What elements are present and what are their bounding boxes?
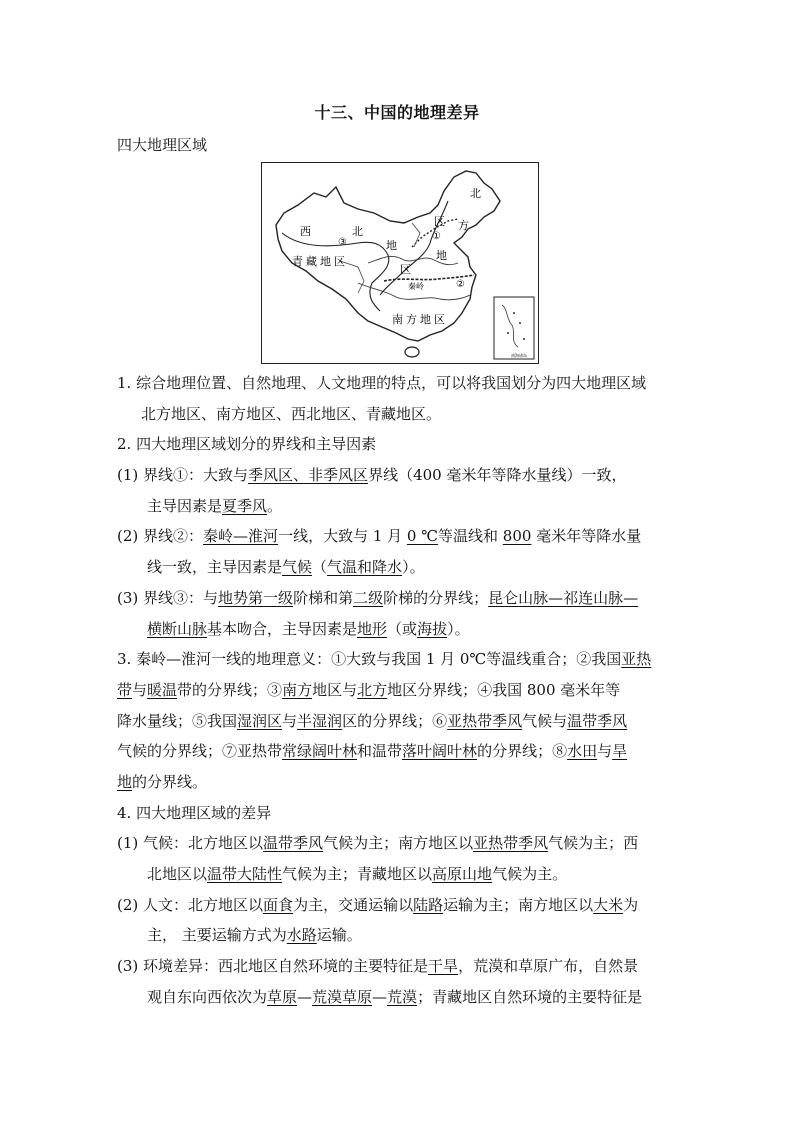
item-4-3-line-2: 观自东向西依次为草原—荒漠草原—荒漠；青藏地区自然环境的主要特征是 (147, 987, 643, 1006)
item-2-1-line-1: (1) 界线①：大致与季风区、非季风区界线（400 毫米年等降水量线）一致， (117, 466, 627, 485)
south-china-sea-inset (494, 297, 534, 359)
item-2-2-line-1: (2) 界线②：秦岭—淮河一线，大致与 1 月 0 ℃等温线和 800 毫米年等降水量 (117, 527, 642, 546)
item-4-2-line-2: 主， 主要运输方式为水路运输。 (147, 926, 362, 945)
label-northwest-1: 西 (300, 225, 311, 238)
label-north-4: 地 (436, 249, 447, 262)
paragraph-3-line-1: 3. 秦岭—淮河一线的地理意义：①大致与我国 1 月 0℃等温线重合；②我国亚热 (117, 650, 652, 669)
paragraph-1-line-1: 1. 综合地理位置、自然地理、人文地理的特点，可以将我国划分为四大地理区域 (117, 374, 647, 392)
label-northwest-4: 区 (400, 263, 411, 276)
item-2-1-line-2: 主导因素是夏季风。 (147, 496, 283, 515)
label-qingzang: 青藏地区 (292, 255, 348, 268)
paragraph-3-line-4: 气候的分界线；⑦亚热带常绿阔叶林和温带落叶阔叶林的分界线；⑧水田与旱 (117, 742, 628, 761)
label-qinling: 秦岭 (408, 282, 424, 291)
hainan-island (405, 347, 419, 357)
label-north-2: 区 (434, 215, 445, 228)
label-north-3: 方 (458, 219, 469, 232)
item-4-1-line-2: 北地区以温带大陆性气候为主；青藏地区以高原山地气候为主。 (147, 865, 568, 883)
item-2-3-line-2: 横断山脉基本吻合，主导因素是地形（或海拔）。 (147, 619, 470, 638)
item-2-3-line-1: (3) 界线③：与地势第一级阶梯和第二级阶梯的分界线；昆仑山脉—祁连山脉— (117, 588, 639, 607)
paragraph-2-heading: 2. 四大地理区域划分的界线和主导因素 (117, 435, 377, 454)
paragraph-3-line-2: 带与暖温带的分界线；③南方地区与北方地区分界线；④我国 800 毫米年等 (117, 680, 621, 699)
item-4-2-line-1: (2) 人文：北方地区以面食为主，交通运输以陆路运输为主；南方地区以大米为 (117, 895, 639, 914)
document-body (117, 368, 689, 1012)
marker-2: ② (456, 279, 465, 290)
paragraph-3-line-3: 降水量线；⑤我国湿润区与半湿润区的分界线；⑥亚热带季风气候与温带季风 (117, 711, 628, 730)
item-4-3-line-1: (3) 环境差异：西北地区自然环境的主要特征是干旱，荒漠和草原广布，自然景 (117, 957, 639, 976)
item-2-2-line-2: 线一致，主导因素是气候（气温和降水）。 (147, 558, 425, 577)
paragraph-3-line-5: 地的分界线。 (117, 772, 208, 791)
marker-1: ① (432, 231, 441, 242)
marker-3: ③ (338, 237, 347, 248)
label-south: 南方地区 (392, 313, 448, 326)
item-4-1-line-1: (1) 气候：北方地区以温带季风气候为主；南方地区以亚热带季风气候为主；西 (117, 834, 639, 853)
label-northwest-2: 北 (352, 225, 363, 238)
inset-label: 南海诸岛 (511, 353, 527, 358)
china-regions-map (261, 162, 539, 364)
label-north-1: 北 (470, 187, 481, 200)
paragraph-1-line-2: 北方地区、南方地区、西北地区、青藏地区。 (141, 404, 442, 423)
paragraph-4-heading: 4. 四大地理区域的差异 (117, 803, 272, 822)
label-northwest-3: 地 (386, 239, 397, 252)
page-title: 十三、中国的地理差异 (314, 103, 480, 122)
section-heading: 四大地理区域 (117, 136, 208, 154)
boundary-line-3 (282, 233, 389, 311)
map-drawing (262, 163, 538, 363)
